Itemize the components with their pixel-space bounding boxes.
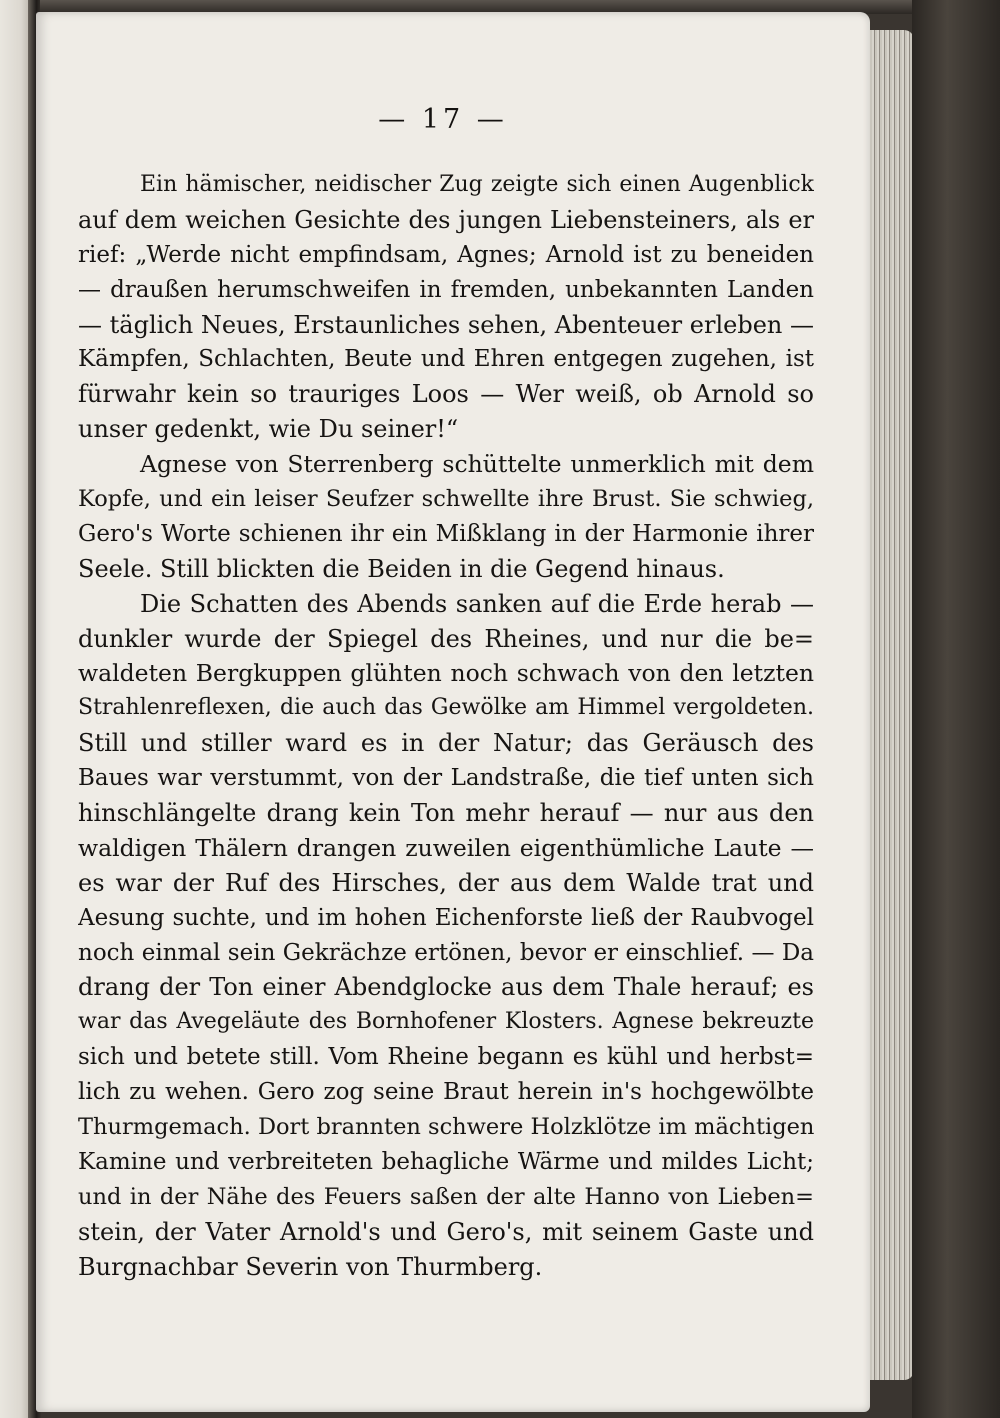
text-line: Baues war verstummt, von der Landstraße, die tief unten sich — [78, 765, 814, 792]
text-line: — täglich Neues, Erstaunliches sehen, Abenteuer erleben — — [78, 310, 814, 339]
text-line: stein, der Vater Arnold's und Gero's, mit seinem Gaste und — [78, 1217, 814, 1246]
text-line: — draußen herumschweifen in fremden, unbekannten Landen — [78, 276, 814, 303]
text-line: und in der Nähe des Feuers saßen der alte Hanno von Lieben= — [78, 1183, 814, 1210]
text-line: Kämpfen, Schlachten, Beute und Ehren entgegen zugehen, ist — [78, 346, 814, 373]
text-line: Burgnachbar Severin von Thurmberg. — [78, 1252, 543, 1281]
text-line: fürwahr kein so trauriges Loos — Wer weiß, ob Arnold so — [78, 380, 814, 409]
text-line: drang der Ton einer Abendglocke aus dem Thale herauf; es — [78, 973, 814, 1002]
page-number: — 17 — — [378, 104, 508, 135]
text-line: waldeten Bergkuppen glühten noch schwach von den letzten — [78, 659, 814, 688]
text-line: Agnese von Sterrenberg schüttelte unmerklich mit dem — [140, 450, 814, 479]
text-line: war das Avegeläute des Bornhofener Klosters. Agnese bekreuzte — [78, 1009, 814, 1035]
text-line: Still und stiller ward es in der Natur; das Geräusch des — [78, 729, 814, 758]
text-line: sich und betete still. Vom Rheine begann es kühl und herbst= — [78, 1044, 814, 1071]
text-line: Ein hämischer, neidischer Zug zeigte sich einen Augenblick — [140, 172, 814, 197]
book-cover-edge — [912, 0, 1000, 1418]
text-line: Gero's Worte schienen ihr ein Mißklang in der Harmonie ihrer — [78, 520, 814, 547]
text-line: auf dem weichen Gesichte des jungen Liebensteiners, als er — [78, 205, 814, 234]
text-line: Kamine und verbreiteten behagliche Wärme und mildes Licht; — [78, 1148, 814, 1175]
text-line: Die Schatten des Abends sanken auf die Erde herab — — [140, 589, 814, 618]
text-line: lich zu wehen. Gero zog seine Braut herein in's hochgewölbte — [78, 1079, 814, 1106]
text-line: Strahlenreflexen, die auch das Gewölke am Himmel vergoldeten. — [78, 695, 814, 721]
text-line: Kopfe, und ein leiser Seufzer schwellte ihre Brust. Sie schwieg, — [78, 486, 814, 513]
text-line: unser gedenkt, wie Du seiner!“ — [78, 415, 459, 444]
text-line: Seele. Still blickten die Beiden in die Gegend hinaus. — [78, 554, 725, 583]
text-line: dunkler wurde der Spiegel des Rheines, und nur die be= — [78, 624, 814, 653]
text-line: rief: „Werde nicht empfindsam, Agnes; Arnold ist zu beneiden — [78, 241, 814, 268]
text-line: Aesung suchte, und im hohen Eichenforste ließ der Raubvogel — [78, 904, 814, 931]
text-line: waldigen Thälern drangen zuweilen eigenthümliche Laute — — [78, 833, 814, 862]
text-line: noch einmal sein Gekrächze ertönen, bevor er einschlief. — Da — [78, 939, 814, 966]
body-text — [78, 168, 814, 1285]
text-line: es war der Ruf des Hirsches, der aus dem Walde trat und — [78, 868, 814, 897]
page-sheet — [36, 12, 870, 1412]
previous-page-edge — [0, 0, 30, 1418]
text-line: Thurmgemach. Dort brannten schwere Holzklötze im mächtigen — [78, 1114, 814, 1141]
text-line: hinschlängelte drang kein Ton mehr herauf — nur aus den — [78, 799, 814, 828]
